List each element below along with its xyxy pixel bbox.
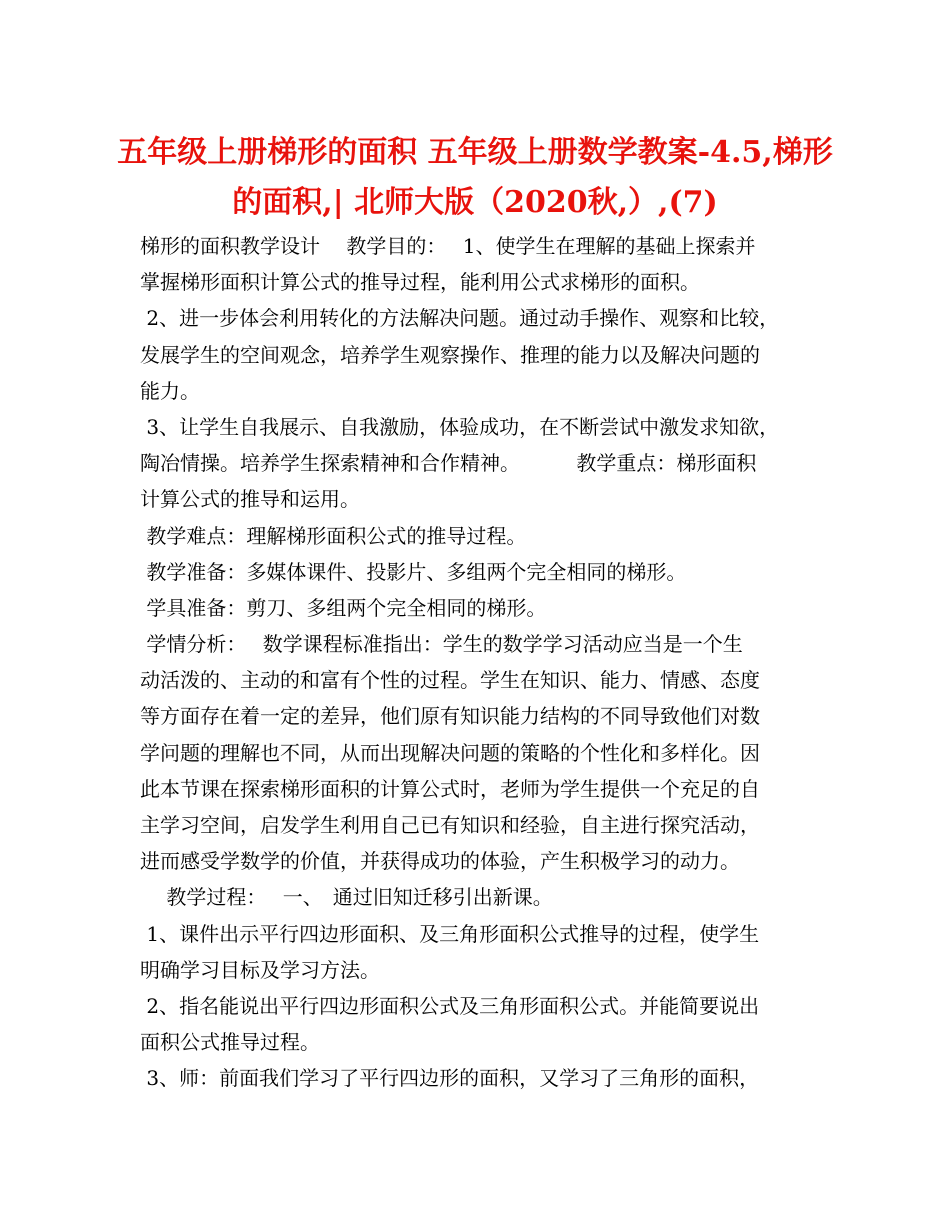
body-line: 教学准备：多媒体课件、投影片、多组两个完全相同的梯形。 <box>140 559 687 584</box>
body-line: 发展学生的空间观念，培养学生观察操作、推理的能力以及解决问题的 <box>140 342 760 367</box>
body-line: 能力。 <box>140 378 200 403</box>
body-line: 陶冶情操。培养学生探索精神和合作精神。 教学重点：梯形面积 <box>140 451 757 476</box>
body-line: 进而感受学数学的价值，并获得成功的体验，产生积极学习的动力。 <box>140 849 740 874</box>
body-line: 明确学习目标及学习方法。 <box>140 957 380 982</box>
body-line: 学问题的理解也不同，从而出现解决问题的策略的个性化和多样化。因 <box>140 740 760 765</box>
body-line: 梯形的面积教学设计 教学目的： 1、使学生在理解的基础上探索并 <box>140 234 756 258</box>
body-line: 学具准备：剪刀、多组两个完全相同的梯形。 <box>140 595 547 620</box>
title-line-1: 五年级上册梯形的面积 五年级上册数学教案-4.5,梯形 <box>117 135 833 170</box>
body-line: 动活泼的、主动的和富有个性的过程。学生在知识、能力、情感、态度 <box>140 668 760 693</box>
body-line: 3、让学生自我展示、自我激励，体验成功，在不断尝试中激发求知欲， <box>140 414 780 439</box>
body-line: 此本节课在探索梯形面积的计算公式时，老师为学生提供一个充足的自 <box>140 776 760 801</box>
body-line: 教学过程： 一、 通过旧知迁移引出新课。 <box>140 885 553 910</box>
body-line: 学情分析： 数学课程标准指出：学生的数学学习活动应当是一个生 <box>140 632 743 657</box>
title-line-2: 的面积,| 北师大版（2020秋,）,(7) <box>232 185 718 220</box>
document-title <box>100 128 850 228</box>
body-line: 等方面存在着一定的差异，他们原有知识能力结构的不同导致他们对数 <box>140 704 760 729</box>
body-line: 计算公式的推导和运用。 <box>140 487 360 512</box>
body-line: 教学难点：理解梯形面积公式的推导过程。 <box>140 523 527 548</box>
document-body <box>140 228 840 1097</box>
body-line: 2、进一步体会利用转化的方法解决问题。通过动手操作、观察和比较， <box>140 306 780 331</box>
body-line: 主学习空间，启发学生利用自己已有知识和经验，自主进行探究活动， <box>140 813 760 837</box>
body-line: 3、师：前面我们学习了平行四边形的面积，又学习了三角形的面积， <box>140 1066 760 1091</box>
body-line: 1、课件出示平行四边形面积、及三角形面积公式推导的过程，使学生 <box>140 921 760 946</box>
body-line: 掌握梯形面积计算公式的推导过程，能利用公式求梯形的面积。 <box>140 270 700 295</box>
body-line: 面积公式推导过程。 <box>140 1030 320 1055</box>
body-line: 2、指名能说出平行四边形面积公式及三角形面积公式。并能简要说出 <box>140 993 760 1018</box>
